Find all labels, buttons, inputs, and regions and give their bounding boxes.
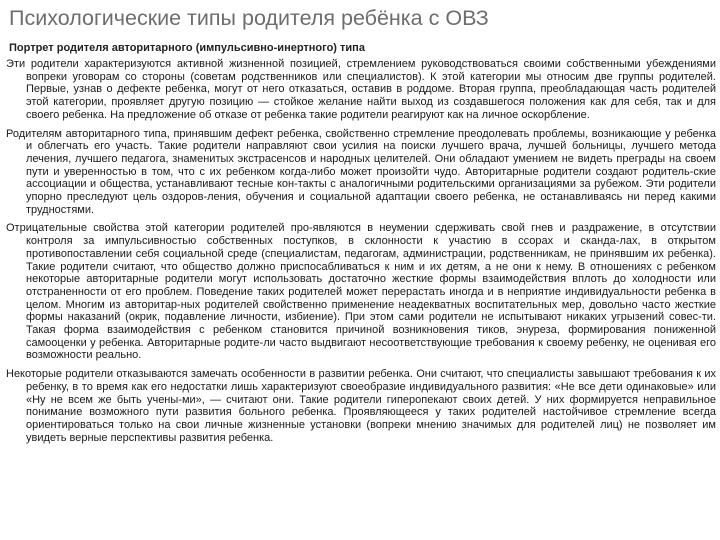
paragraph-3: Отрицательные свойства этой категории родителей про-являются в неумении сдерживать свой гнев и раздражение, в отсутствии контроля за импульсивностью собственных поступков, в склонности к участию в ссорах и сканда-лах, в открытом противопоставлении себя социальной среде (специалистам, педагогам, администрации, родственникам, не принявшим их ребенка). Такие родители считают, что общество должно приспосабливаться к ним и их детям, а не они к нему. В отношениях с ребенком некоторые авторитарные родители могут использовать достаточно жесткие формы взаимодействия вплоть до холодности или отстраненности от его проблем. Поведение таких родителей может перерастать иногда и в неприятие индивидуальности ребенка в целом. Многим из авторитар-ных родителей свойственно применение неадекватных воспитательных мер, довольно часто жесткие формы наказаний (окрик, подавление личности, избиение). При этом сами родители не испытывают никаких угрызений совес-ти. Такая форма взаимодействия с ребенком становится причиной возникновения тиков, энуреза, формирования пониженной самооценки у ребенка. Авторитарные родите-ли часто выдвигают несоответствующие требования к своему ребенку, не оценивая его возможности реально. — [6, 222, 716, 362]
slide-subtitle: Портрет родителя авторитарного (импульсивно-инертного) типа — [9, 42, 365, 54]
slide-title: Психологические типы родителя ребёнка с ОВЗ — [9, 6, 489, 30]
paragraph-4: Некоторые родители отказываются замечать особенности в развитии ребенка. Они считают, что специалисты завышают требования к их ребенку, в то время как его недостатки лишь характеризуют своеобразие индивидуального развития: «Не все дети одинаковые» или «Ну не всем же быть учены-ми», — считают они. Такие родители гиперопекают своих детей. У них формируется неправильное понимание возможного пути развития больного ребенка. Проявляющееся у таких родителей настойчивое стремление всегда ориентироваться только на свои личные жизненные установки (вопреки мнению значимых для родителей лиц) не позволяет им увидеть верные перспективы развития ребенка. — [6, 368, 716, 444]
paragraph-1: Эти родители характеризуются активной жизненной позицией, стремлением руководствоваться своими собственными убеждениями вопреки уговорам со стороны (советам родственников или специалистов). К этой категории мы относим две группы родителей. Первые, узнав о дефекте ребенка, могут от него отказаться, оставив в роддоме. Вторая группа, преобладающая часть родителей этой категории, проявляет другую позицию — стойкое желание найти выход из создавшегося положения как для себя, так и для своего ребенка. На предложение об отказе от ребенка такие родители реагируют как на личное оскорбление. — [6, 58, 716, 121]
paragraph-2: Родителям авторитарного типа, принявшим дефект ребенка, свойственно стремление преодолевать проблемы, возникающие у ребенка и облегчать его участь. Такие родители направляют свои усилия на поиски лучшего врача, лучшей больницы, лучшего метода лечения, лучшего педагога, знаменитых экстрасенсов и народных целителей. Они обладают умением не видеть преграды на своем пути и уверенностью в том, что с их ребенком когда-либо может произойти чудо. Авторитарные родители создают родитель-ские ассоциации и общества, устанавливают тесные кон-такты с аналогичными родительскими организациями за рубежом. Эти родители упорно преследуют цель оздоров-ления, обучения и социальной адаптации своего ребенка, не останавливаясь ни перед какими трудностями. — [6, 127, 716, 216]
slide-body — [6, 58, 716, 450]
